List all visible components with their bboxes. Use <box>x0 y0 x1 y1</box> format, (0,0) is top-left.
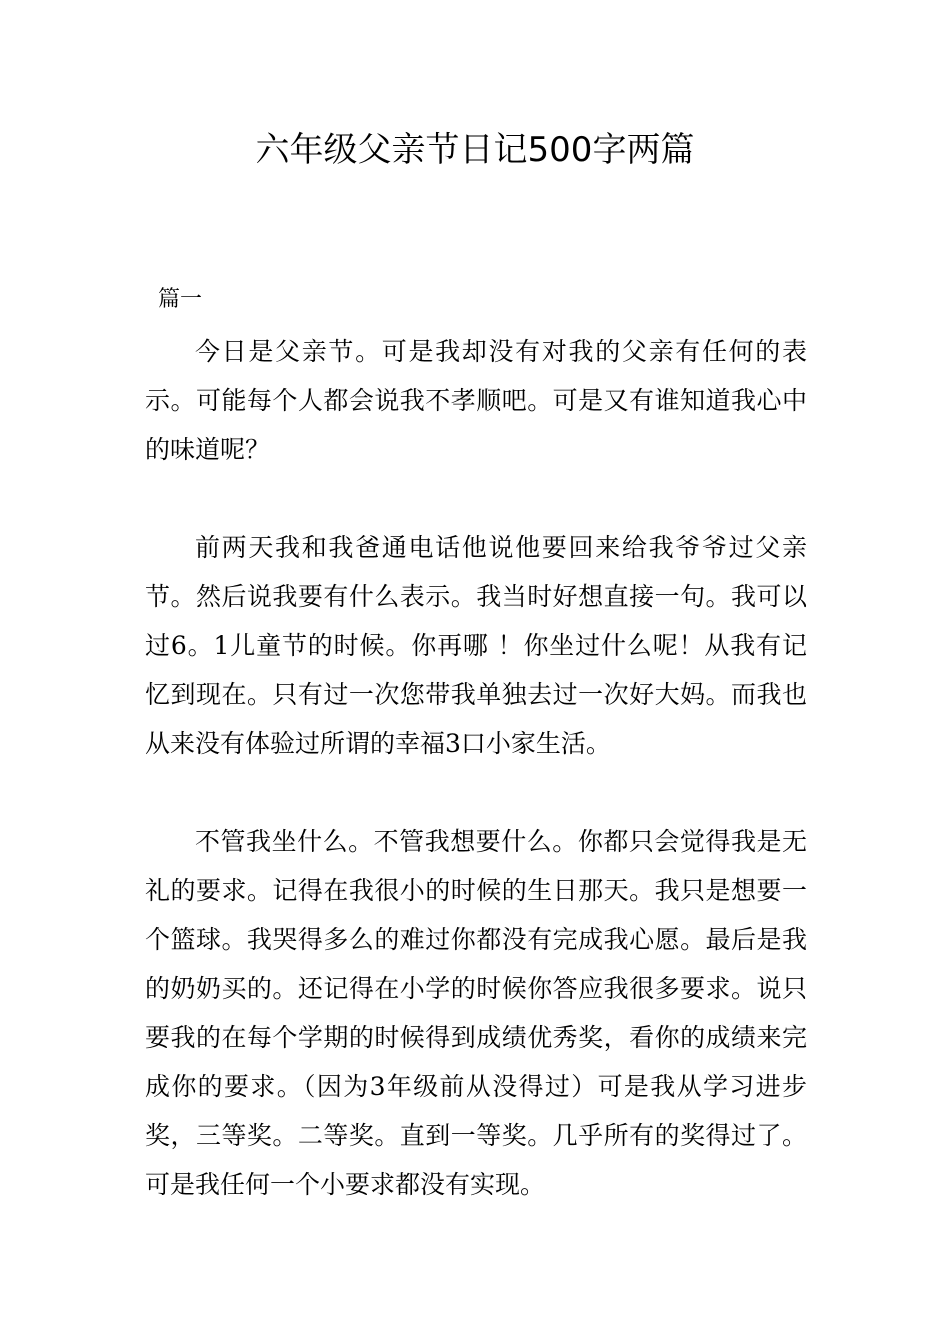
paragraph-2: 前两天我和我爸通电话他说他要回来给我爷爷过父亲节。然后说我要有什么表示。我当时好想直接一句。我可以过6。1儿童节的时候。你再哪 ！你坐过什么呢！从我有记忆到现在。只有过一次您带我单独去过一次好大妈。而我也从来没有体验过所谓的幸福3口小家生活。 <box>145 533 807 758</box>
section-label: 篇一 <box>158 287 203 312</box>
document-body <box>145 327 807 1209</box>
paragraph-3: 不管我坐什么。不管我想要什么。你都只会觉得我是无礼的要求。记得在我很小的时候的生日那天。我只是想要一个篮球。我哭得多么的难过你都没有完成我心愿。最后是我的奶奶买的。还记得在小学的时候你答应我很多要求。说只要我的在每个学期的时候得到成绩优秀奖，看你的成绩来完成你的要求。（因为3年级前从没得过）可是我从学习进步奖，三等奖。二等奖。直到一等奖。几乎所有的奖得过了。可是我任何一个小要求都没有实现。 <box>145 827 807 1199</box>
document-title: 六年级父亲节日记500字两篇 <box>255 130 695 170</box>
paragraph-1: 今日是父亲节。可是我却没有对我的父亲有任何的表示。可能每个人都会说我不孝顺吧。可是又有谁知道我心中的味道呢？ <box>145 337 807 464</box>
